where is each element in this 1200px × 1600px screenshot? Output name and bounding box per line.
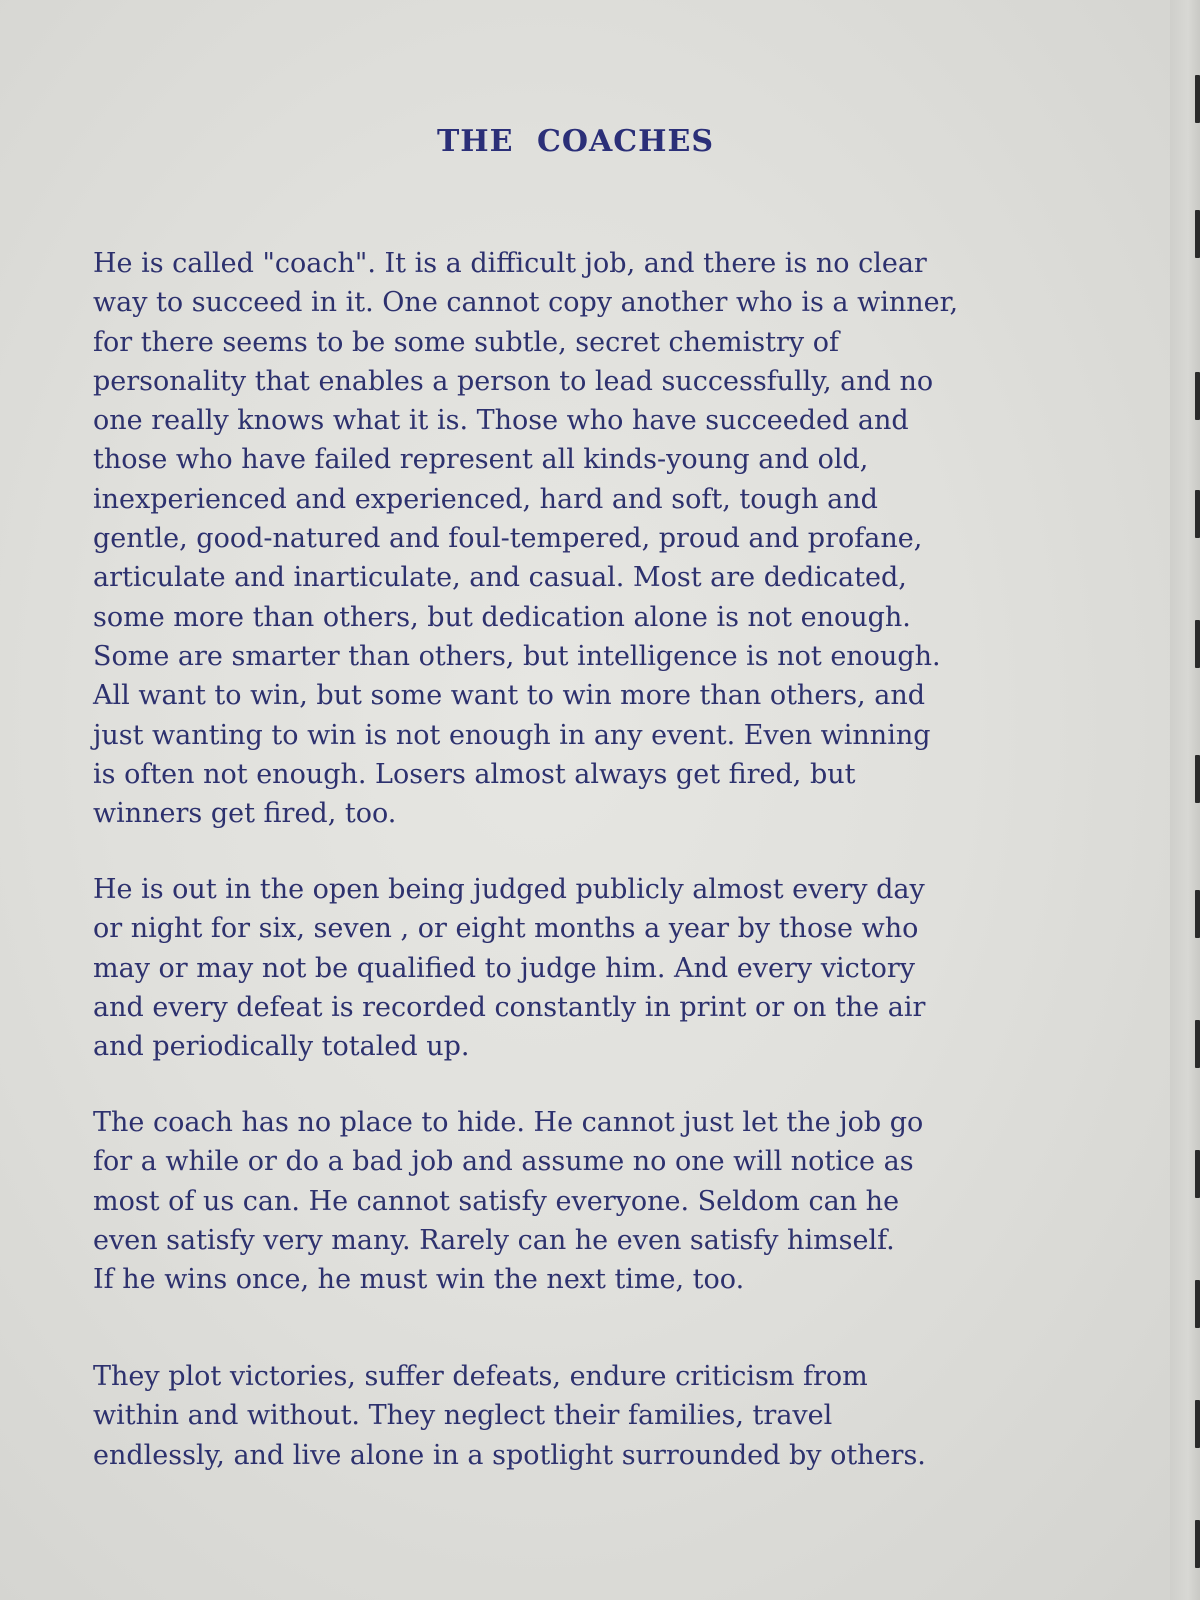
text-line: one really knows what it is. Those who have succeeded and [93,405,909,437]
binding-hole [1195,1520,1200,1568]
text-line: most of us can. He cannot satisfy everyone. Seldom can he [93,1185,900,1217]
text-line: just wanting to win is not enough in any event. Even winning [93,719,931,751]
binding-hole [1195,210,1200,258]
text-line: within and without. They neglect their families, travel [93,1400,833,1432]
text-line: articulate and inarticulate, and casual. Most are dedicated, [93,562,907,594]
binding-hole [1195,620,1200,668]
text-line: and periodically totaled up. [93,1031,470,1063]
text-line: way to succeed in it. One cannot copy another who is a winner, [93,287,959,319]
paragraph-3 [93,1103,1043,1299]
text-line: He is called "coach". It is a difficult job, and there is no clear [93,248,927,279]
text-line: All want to win, but some want to win more than others, and [93,680,925,712]
page-title: THE COACHES [436,124,715,159]
binding-hole [1195,890,1200,938]
paragraph-4 [93,1357,1043,1475]
text-line: and every defeat is recorded constantly in print or on the air [93,991,926,1023]
text-line: even satisfy very many. Rarely can he even satisfy himself. [93,1224,895,1256]
text-line: personality that enables a person to lead successfully, and no [93,365,934,397]
text-line: may or may not be qualified to judge him. And every victory [93,952,915,984]
binding-hole [1195,755,1200,803]
text-line: inexperienced and experienced, hard and soft, tough and [93,483,878,515]
text-line: If he wins once, he must win the next time, too. [93,1264,745,1296]
text-line: Some are smarter than others, but intelligence is not enough. [93,640,941,672]
paragraph-1 [93,244,1043,833]
text-line: The coach has no place to hide. He cannot just let the job go [93,1107,924,1138]
text-line: some more than others, but dedication alone is not enough. [93,601,911,633]
binding-hole [1195,1020,1200,1068]
binding-hole [1195,490,1200,538]
text-line: winners get fired, too. [93,798,397,830]
text-line: He is out in the open being judged publicly almost every day [93,874,925,905]
binding-hole [1195,1400,1200,1448]
binding-hole [1195,372,1200,420]
text-line: for a while or do a bad job and assume no one will notice as [93,1146,914,1178]
binding-hole [1195,75,1200,123]
text-line: is often not enough. Losers almost always get fired, but [93,758,856,790]
paragraph-2 [93,870,1043,1066]
binding-hole [1195,1280,1200,1328]
text-line: those who have failed represent all kinds-young and old, [93,444,869,476]
text-line: gentle, good-natured and foul-tempered, proud and profane, [93,523,923,555]
text-line: They plot victories, suffer defeats, endure criticism from [93,1361,868,1392]
text-line: or night for six, seven , or eight months a year by those who [93,913,919,945]
page-binding-edge [1170,0,1200,1600]
text-line: endlessly, and live alone in a spotlight surrounded by others. [93,1439,926,1471]
text-line: for there seems to be some subtle, secret chemistry of [93,326,839,358]
binding-hole [1195,1150,1200,1198]
